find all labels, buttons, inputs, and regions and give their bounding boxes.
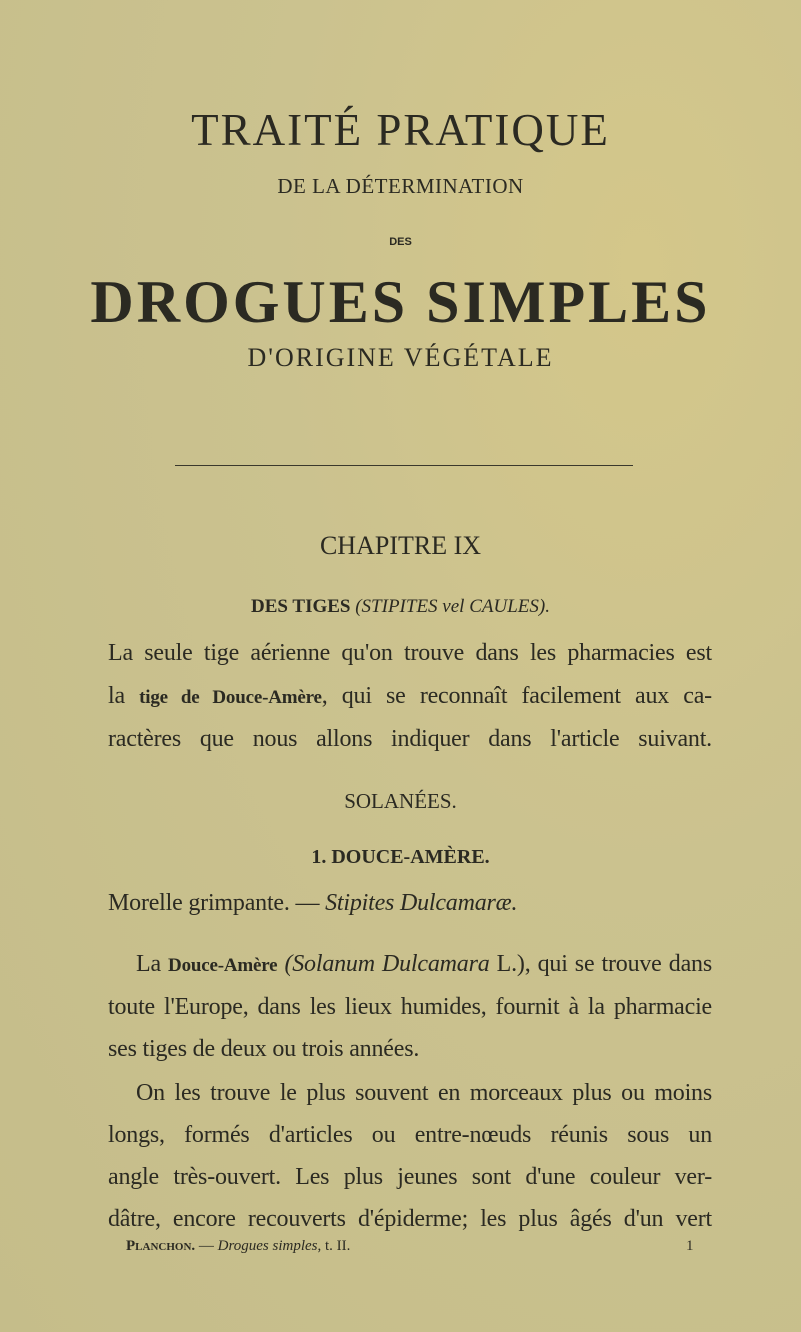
synonym-line: [108, 891, 517, 915]
body-line-1: [136, 952, 712, 976]
subheading-text: DES TIGES: [251, 596, 351, 617]
text: la: [108, 683, 125, 709]
text: —: [195, 1238, 218, 1254]
book-title: TRAITÉ PRATIQUE: [191, 105, 610, 155]
latin-name: (Solanum Dulcamara: [284, 951, 490, 977]
body-line-4: On les trouve le plus souvent en morceaux plus ou moins: [136, 1080, 712, 1106]
body-line-6: angle très-ouvert. Les plus jeunes sont d'une couleur ver-: [108, 1164, 712, 1190]
volume: , t. II.: [317, 1238, 351, 1254]
text: , qui se reconnaît facilement aux ca-: [321, 683, 712, 709]
signature-mark: 1: [686, 1238, 694, 1254]
text: L.), qui se trouve dans: [496, 951, 712, 977]
body-line-2: toute l'Europe, dans les lieux humides, fournit à la pharmacie: [108, 994, 712, 1020]
intro-line-2: [108, 684, 712, 708]
book-subtitle-2: DES: [389, 236, 412, 248]
book-subtitle-1: DE LA DÉTERMINATION: [277, 174, 524, 198]
bold-term: tige de Douce-Amère: [139, 687, 322, 708]
body-line-3: ses tiges de deux ou trois années.: [108, 1036, 420, 1062]
book-main-title: DROGUES SIMPLES: [90, 269, 711, 335]
latin-name: Stipites Dulcamaræ.: [325, 890, 518, 916]
subheading-latin: (STIPITES vel CAULES).: [355, 596, 550, 617]
bold-term: Douce-Amère: [168, 955, 278, 976]
family-heading: SOLANÉES.: [344, 789, 457, 813]
entry-heading: 1. DOUCE-AMÈRE.: [311, 846, 490, 868]
intro-line-3: ractères que nous allons indiquer dans l'article suivant.: [108, 726, 712, 752]
body-line-7: dâtre, encore recouverts d'épiderme; les plus âgés d'un vert: [108, 1206, 712, 1232]
work-title: Drogues simples: [217, 1238, 318, 1254]
footer-citation: [126, 1238, 350, 1255]
chapter-heading: CHAPITRE IX: [319, 531, 482, 560]
text: La: [136, 951, 161, 977]
author: Planchon.: [126, 1238, 196, 1254]
divider-rule: [175, 465, 633, 466]
body-line-5: longs, formés d'articles ou entre-nœuds réunis sous un: [108, 1122, 712, 1148]
intro-line-1: La seule tige aérienne qu'on trouve dans les pharmacies est: [108, 640, 712, 666]
text: Morelle grimpante. —: [108, 890, 320, 916]
book-subtitle-3: D'ORIGINE VÉGÉTALE: [247, 343, 554, 372]
chapter-subheading: [0, 596, 801, 618]
